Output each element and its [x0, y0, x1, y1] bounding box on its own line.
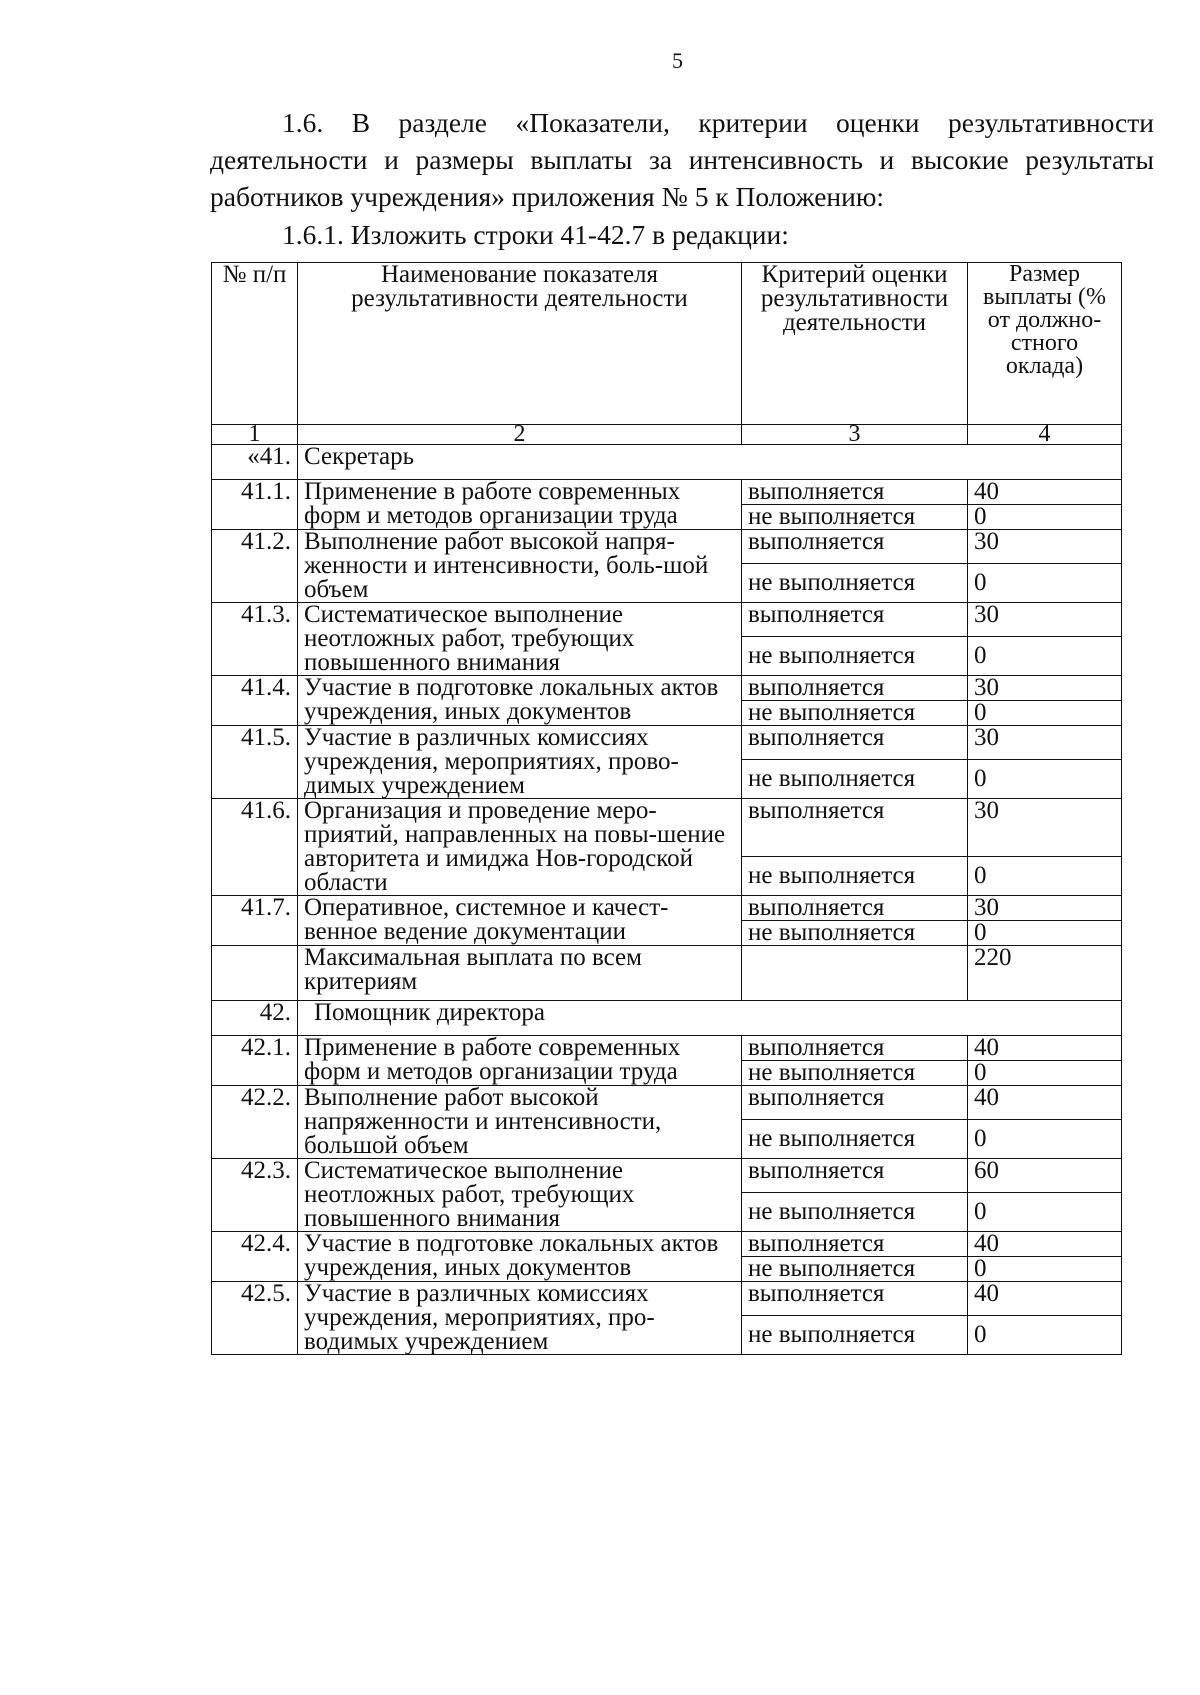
intro-subparagraph: 1.6.1. Изложить строки 41-42.7 в редакции:	[282, 219, 789, 250]
row-indicator-name: Применение в работе современных форм и методов организации труда	[298, 480, 742, 530]
amount-fulfilled: 30	[968, 896, 1122, 921]
row-indicator-name: Организация и проведение меро-приятий, направленных на повы-шение авторитета и имиджа Нов-городской области	[298, 799, 742, 896]
column-number: 1	[212, 425, 298, 445]
criterion-not-fulfilled: не выполняется	[742, 1193, 968, 1232]
criterion-not-fulfilled: не выполняется	[742, 1061, 968, 1086]
table-row	[212, 1036, 1122, 1061]
criterion-fulfilled: выполняется	[742, 480, 968, 505]
row-indicator-name: Применение в работе современных форм и методов организации труда	[298, 1036, 742, 1086]
max-payment-value: 220	[968, 946, 1122, 1001]
criterion-not-fulfilled: не выполняется	[742, 857, 968, 896]
max-payment-label: Максимальная выплата по всем критериям	[298, 946, 742, 1001]
amount-fulfilled: 40	[968, 1232, 1122, 1257]
row-number: 41.6.	[212, 799, 298, 896]
criterion-fulfilled: выполняется	[742, 676, 968, 701]
row-number: 41.5.	[212, 726, 298, 799]
amount-not-fulfilled: 0	[968, 760, 1122, 799]
amount-not-fulfilled: 0	[968, 1316, 1122, 1355]
column-number-row	[212, 425, 1122, 445]
header-name: Наименование показателя результативности деятельности	[298, 263, 742, 425]
criterion-not-fulfilled: не выполняется	[742, 564, 968, 603]
table-row	[212, 603, 1122, 637]
table-row	[212, 799, 1122, 857]
amount-fulfilled: 40	[968, 1036, 1122, 1061]
table-row	[212, 726, 1122, 760]
row-number: 42.5.	[212, 1282, 298, 1355]
page-number: 5	[672, 48, 683, 73]
criterion-fulfilled: выполняется	[742, 1282, 968, 1316]
section-row	[212, 1001, 1122, 1036]
row-indicator-name: Систематическое выполнение неотложных работ, требующих повышенного внимания	[298, 603, 742, 676]
header-criterion: Критерий оценки результативности деятельности	[742, 263, 968, 425]
criterion-fulfilled: выполняется	[742, 603, 968, 637]
row-indicator-name: Выполнение работ высокой напря-женности и интенсивности, боль-шой объем	[298, 530, 742, 603]
section-number: 42.	[212, 1001, 298, 1036]
criterion-fulfilled: выполняется	[742, 726, 968, 760]
amount-not-fulfilled: 0	[968, 564, 1122, 603]
amount-fulfilled: 60	[968, 1159, 1122, 1193]
row-indicator-name: Участие в подготовке локальных актов учреждения, иных документов	[298, 676, 742, 726]
row-indicator-name: Выполнение работ высокой напряженности и интенсивности, большой объем	[298, 1086, 742, 1159]
table-row	[212, 480, 1122, 505]
criterion-not-fulfilled: не выполняется	[742, 760, 968, 799]
intro-text	[210, 104, 1154, 253]
criterion-not-fulfilled: не выполняется	[742, 701, 968, 726]
intro-paragraph: 1.6. В разделе «Показатели, критерии оценки результативности деятельности и размеры выплаты за интенсивность и высокие результаты работников учреждения» приложения № 5 к Положению:	[210, 107, 1154, 212]
amount-not-fulfilled: 0	[968, 1257, 1122, 1282]
criterion-not-fulfilled: не выполняется	[742, 1120, 968, 1159]
amount-fulfilled: 30	[968, 603, 1122, 637]
amount-fulfilled: 40	[968, 480, 1122, 505]
amount-not-fulfilled: 0	[968, 1061, 1122, 1086]
max-criterion-cell	[742, 946, 968, 1001]
criterion-not-fulfilled: не выполняется	[742, 637, 968, 676]
amount-fulfilled: 40	[968, 1282, 1122, 1316]
amount-not-fulfilled: 0	[968, 857, 1122, 896]
row-number: 41.7.	[212, 896, 298, 946]
criterion-fulfilled: выполняется	[742, 1232, 968, 1257]
criterion-fulfilled: выполняется	[742, 1086, 968, 1120]
criterion-fulfilled: выполняется	[742, 1159, 968, 1193]
row-number: 41.4.	[212, 676, 298, 726]
criterion-fulfilled: выполняется	[742, 799, 968, 857]
criterion-fulfilled: выполняется	[742, 1036, 968, 1061]
section-title: Секретарь	[298, 445, 1122, 480]
section-title: Помощник директора	[298, 1001, 1122, 1036]
row-number: 42.1.	[212, 1036, 298, 1086]
criterion-fulfilled: выполняется	[742, 530, 968, 564]
row-indicator-name: Систематическое выполнение неотложных работ, требующих повышенного внимания	[298, 1159, 742, 1232]
table-row	[212, 676, 1122, 701]
table-row	[212, 1232, 1122, 1257]
amount-not-fulfilled: 0	[968, 505, 1122, 530]
criterion-not-fulfilled: не выполняется	[742, 1316, 968, 1355]
column-number: 4	[968, 425, 1122, 445]
amount-not-fulfilled: 0	[968, 921, 1122, 946]
table-row	[212, 1086, 1122, 1120]
row-number: 42.2.	[212, 1086, 298, 1159]
row-number: 42.3.	[212, 1159, 298, 1232]
criterion-not-fulfilled: не выполняется	[742, 921, 968, 946]
table-row	[212, 530, 1122, 564]
max-number-cell	[212, 946, 298, 1001]
table-row	[212, 1282, 1122, 1316]
header-number: № п/п	[212, 263, 298, 425]
table-row	[212, 896, 1122, 921]
criterion-not-fulfilled: не выполняется	[742, 1257, 968, 1282]
amount-not-fulfilled: 0	[968, 637, 1122, 676]
amount-not-fulfilled: 0	[968, 1193, 1122, 1232]
column-number: 2	[298, 425, 742, 445]
row-number: 41.2.	[212, 530, 298, 603]
criterion-not-fulfilled: не выполняется	[742, 505, 968, 530]
amount-fulfilled: 30	[968, 530, 1122, 564]
row-indicator-name: Участие в различных комиссиях учреждения, мероприятиях, про-водимых учреждением	[298, 1282, 742, 1355]
amount-not-fulfilled: 0	[968, 701, 1122, 726]
amount-not-fulfilled: 0	[968, 1120, 1122, 1159]
max-payment-row	[212, 946, 1122, 1001]
criteria-table	[211, 262, 1122, 1355]
section-row	[212, 445, 1122, 480]
row-number: 41.3.	[212, 603, 298, 676]
header-amount: Размер выплаты (% от должно-стного оклада)	[968, 263, 1122, 425]
row-number: 42.4.	[212, 1232, 298, 1282]
amount-fulfilled: 30	[968, 676, 1122, 701]
table-header-row	[212, 263, 1122, 425]
row-indicator-name: Участие в подготовке локальных актов учреждения, иных документов	[298, 1232, 742, 1282]
amount-fulfilled: 30	[968, 799, 1122, 857]
column-number: 3	[742, 425, 968, 445]
row-number: 41.1.	[212, 480, 298, 530]
section-number: «41.	[212, 445, 298, 480]
row-indicator-name: Оперативное, системное и качест-венное ведение документации	[298, 896, 742, 946]
amount-fulfilled: 40	[968, 1086, 1122, 1120]
table-row	[212, 1159, 1122, 1193]
criterion-fulfilled: выполняется	[742, 896, 968, 921]
row-indicator-name: Участие в различных комиссиях учреждения, мероприятиях, прово-димых учреждением	[298, 726, 742, 799]
amount-fulfilled: 30	[968, 726, 1122, 760]
